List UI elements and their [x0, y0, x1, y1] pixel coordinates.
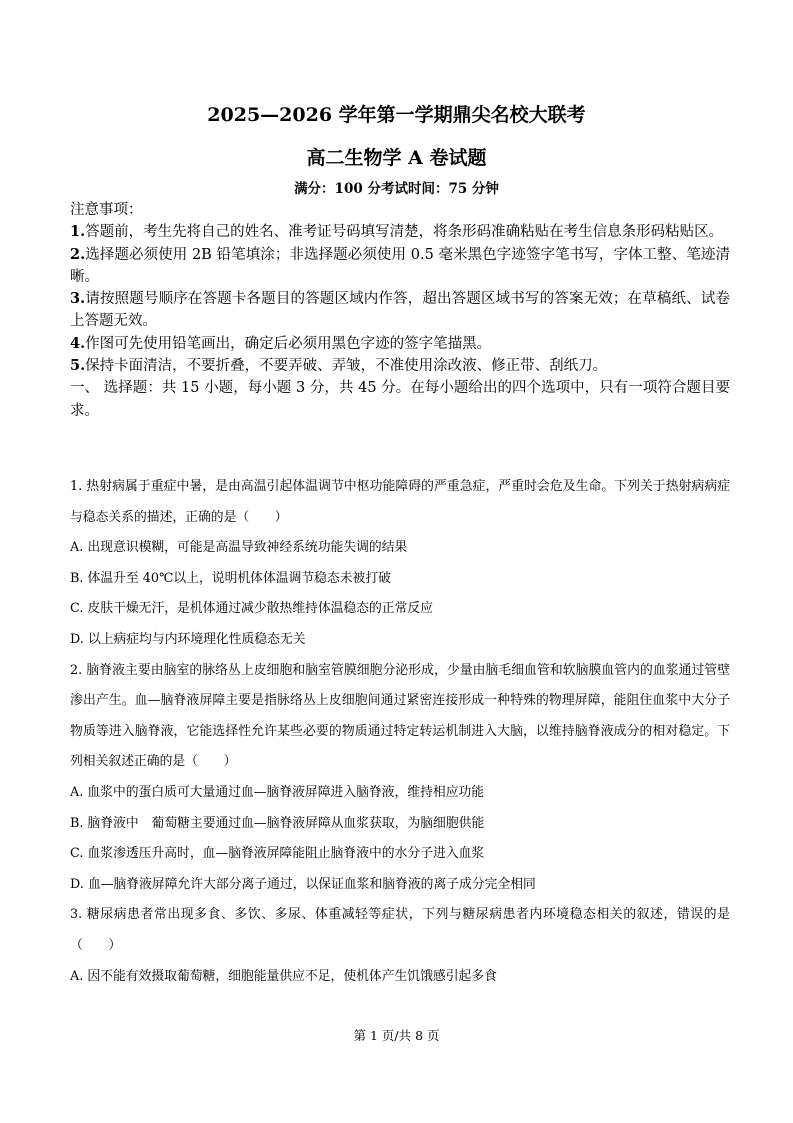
note-number: 2.	[70, 245, 86, 263]
question-option: C. 皮肤干燥无汗，是机体通过减少散热维持体温稳态的正常反应	[70, 601, 433, 617]
section-heading: 一、 选择题：共 15 小题，每小题 3 分，共 45 分。在每小题给出的四个选项中，只有一项符合题目要求。	[70, 380, 730, 419]
note-text: 请按照题号顺序在答题卡各题目的答题区域内作答，超出答题区域书写的答案无效；在草稿纸、试卷上答题无效。	[70, 291, 730, 330]
question-stem: 3. 糖尿病患者常出现多食、多饮、多尿、体重减轻等症状，下列与糖尿病患者内环境稳态相关的叙述，错误的是（ ）	[70, 907, 730, 953]
note-text: 答题前，考生先将自己的姓名、准考证号码填写清楚，将条形码准确粘贴在考生信息条形码粘贴区。	[85, 224, 724, 241]
note-item	[70, 355, 730, 377]
notes-section	[70, 199, 730, 422]
question-option: A. 血浆中的蛋白质可大量通过血—脑脊液屏障进入脑脊液，维持相应功能	[70, 784, 485, 800]
note-item	[70, 288, 730, 333]
questions-section	[70, 472, 730, 992]
question-option: B. 体温升至 40℃以上，说明机体体温调节稳态未被打破	[70, 570, 391, 586]
question-option: D. 血—脑脊液屏障允许大部分离子通过，以保证血浆和脑脊液的离子成分完全相同	[70, 876, 536, 892]
note-item	[70, 221, 730, 243]
note-item	[70, 244, 730, 289]
note-number: 5.	[70, 357, 86, 375]
page-footer: 第 1 页/共 8 页	[353, 1028, 440, 1043]
question-option: A. 出现意识模糊，可能是高温导致神经系统功能失调的结果	[70, 540, 408, 556]
note-number: 3.	[70, 290, 86, 308]
note-number: 4.	[70, 334, 86, 352]
question-stem: 2. 脑脊液主要由脑室的脉络丛上皮细胞和脑室管膜细胞分泌形成，少量由脑毛细血管和软脑膜血管内的血浆通过管壁渗出产生。血—脑脊液屏障主要是指脉络丛上皮细胞间通过紧密连接形成一种特殊的物理屏障，能阻住血浆中大分子物质等进入脑脊液，它能选择性允许某些必要的物质通过特定转运机制进入大脑，以维持脑脊液成分的相对稳定。下列相关叙述正确的是（ ）	[70, 662, 730, 770]
note-text: 作图可先使用铅笔画出，确定后必须用黑色字迹的签字笔描黑。	[85, 335, 492, 352]
exam-subject-title: 高二生物学 A 卷试题	[306, 147, 487, 169]
exam-meta: 满分：100 分考试时间：75 分钟	[294, 181, 499, 197]
note-item	[70, 333, 730, 355]
note-number: 1.	[70, 223, 86, 241]
question-option: D. 以上病症均与内环境理化性质稳态无关	[70, 631, 306, 647]
question-stem: 1. 热射病属于重症中暑，是由高温引起体温调节中枢功能障碍的严重急症，严重时会危及生命。下列关于热射病病症与稳态关系的描述，正确的是（ ）	[70, 479, 730, 525]
question-option: B. 脑脊液中 葡萄糖主要通过血—脑脊液屏障从血浆获取，为脑细胞供能	[70, 815, 485, 831]
note-text: 保持卡面清洁，不要折叠，不要弄破、弄皱，不准使用涂改液、修正带、刮纸刀。	[85, 358, 608, 375]
question-option: C. 血浆渗透压升高时，血—脑脊液屏障能阻止脑脊液中的水分子进入血浆	[70, 846, 485, 862]
notes-heading: 注意事项：	[70, 202, 143, 218]
question-option: A. 因不能有效摄取葡萄糖，细胞能量供应不足，使机体产生饥饿感引起多食	[70, 968, 497, 984]
exam-title: 2025—2026 学年第一学期鼎尖名校大联考	[207, 104, 586, 126]
note-text: 选择题必须使用 2B 铅笔填涂；非选择题必须使用 0.5 毫米黑色字迹签字笔书写，字体工整、笔迹清晰。	[70, 246, 730, 285]
